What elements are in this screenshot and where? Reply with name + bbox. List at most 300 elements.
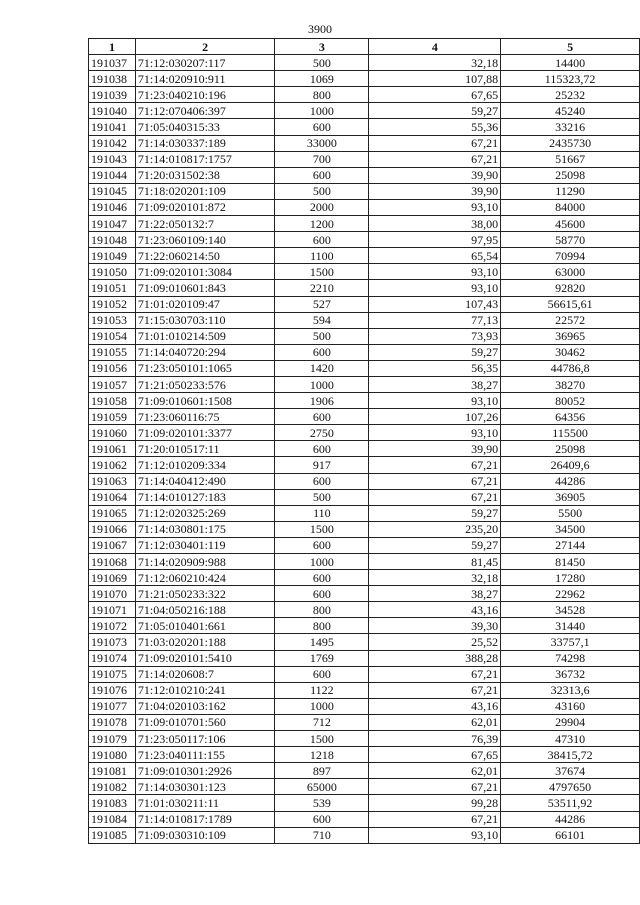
table-cell-col-4: 99,28 <box>369 795 501 811</box>
table-cell-col-1: 191075 <box>89 666 136 682</box>
table-cell-col-4: 56,35 <box>369 360 501 376</box>
table-cell-col-1: 191045 <box>89 183 136 199</box>
table-row <box>89 151 640 167</box>
table-cell-col-2: 71:23:040210:196 <box>135 87 274 103</box>
table-cell-col-2: 71:23:050117:106 <box>135 731 274 747</box>
table-row <box>89 698 640 714</box>
table-cell-col-5: 25098 <box>501 441 640 457</box>
table-cell-col-2: 71:01:010214:509 <box>135 328 274 344</box>
table-cell-col-3: 1420 <box>275 360 369 376</box>
table-cell-col-4: 38,27 <box>369 586 501 602</box>
table-cell-col-4: 67,21 <box>369 682 501 698</box>
table-cell-col-4: 67,65 <box>369 87 501 103</box>
table-cell-col-2: 71:09:030310:109 <box>135 827 274 843</box>
table-cell-col-1: 191080 <box>89 747 136 763</box>
table-cell-col-2: 71:23:060109:140 <box>135 232 274 248</box>
table-cell-col-5: 53511,92 <box>501 795 640 811</box>
table-cell-col-2: 71:09:010301:2926 <box>135 763 274 779</box>
table-cell-col-3: 2210 <box>275 280 369 296</box>
column-header-4: 4 <box>369 39 501 55</box>
table-cell-col-3: 1000 <box>275 554 369 570</box>
table-cell-col-2: 71:20:010517:11 <box>135 441 274 457</box>
table-row <box>89 71 640 87</box>
table-cell-col-5: 25232 <box>501 87 640 103</box>
table-cell-col-2: 71:20:031502:38 <box>135 167 274 183</box>
table-row <box>89 779 640 795</box>
table-cell-col-4: 93,10 <box>369 827 501 843</box>
table-row <box>89 312 640 328</box>
table-row <box>89 489 640 505</box>
table-cell-col-4: 67,21 <box>369 473 501 489</box>
table-cell-col-2: 71:12:020325:269 <box>135 505 274 521</box>
table-row <box>89 618 640 634</box>
header-row <box>89 39 640 55</box>
table-cell-col-4: 59,27 <box>369 505 501 521</box>
table-cell-col-3: 600 <box>275 441 369 457</box>
table-cell-col-1: 191078 <box>89 714 136 730</box>
table-cell-col-1: 191064 <box>89 489 136 505</box>
table-cell-col-3: 1122 <box>275 682 369 698</box>
table-cell-col-3: 600 <box>275 409 369 425</box>
table-cell-col-2: 71:05:010401:661 <box>135 618 274 634</box>
table-cell-col-3: 712 <box>275 714 369 730</box>
table-cell-col-4: 67,21 <box>369 489 501 505</box>
table-cell-col-1: 191077 <box>89 698 136 714</box>
table-cell-col-1: 191083 <box>89 795 136 811</box>
table-cell-col-2: 71:12:060210:424 <box>135 570 274 586</box>
table-row <box>89 135 640 151</box>
table-row <box>89 827 640 843</box>
table-cell-col-3: 110 <box>275 505 369 521</box>
table-row <box>89 87 640 103</box>
table-cell-col-3: 65000 <box>275 779 369 795</box>
table-cell-col-3: 600 <box>275 537 369 553</box>
table-cell-col-2: 71:04:050216:188 <box>135 602 274 618</box>
table-cell-col-4: 67,21 <box>369 135 501 151</box>
table-cell-col-4: 55,36 <box>369 119 501 135</box>
table-cell-col-2: 71:09:020101:5410 <box>135 650 274 666</box>
table-row <box>89 602 640 618</box>
table-cell-col-4: 59,27 <box>369 537 501 553</box>
table-cell-col-1: 191058 <box>89 393 136 409</box>
table-cell-col-1: 191061 <box>89 441 136 457</box>
table-cell-col-1: 191073 <box>89 634 136 650</box>
table-cell-col-3: 539 <box>275 795 369 811</box>
table-row <box>89 650 640 666</box>
table-row <box>89 537 640 553</box>
table-cell-col-2: 71:01:030211:11 <box>135 795 274 811</box>
table-cell-col-1: 191049 <box>89 248 136 264</box>
table-cell-col-5: 33757,1 <box>501 634 640 650</box>
table-cell-col-5: 36905 <box>501 489 640 505</box>
table-cell-col-5: 36732 <box>501 666 640 682</box>
table-cell-col-1: 191052 <box>89 296 136 312</box>
table-cell-col-4: 388,28 <box>369 650 501 666</box>
table-cell-col-5: 4797650 <box>501 779 640 795</box>
table-cell-col-4: 81,45 <box>369 554 501 570</box>
table-cell-col-1: 191043 <box>89 151 136 167</box>
table-row <box>89 360 640 376</box>
page-number: 3900 <box>308 22 332 36</box>
table-row <box>89 167 640 183</box>
table-row <box>89 714 640 730</box>
table-cell-col-5: 51667 <box>501 151 640 167</box>
table-cell-col-5: 56615,61 <box>501 296 640 312</box>
table-cell-col-5: 5500 <box>501 505 640 521</box>
table-cell-col-3: 917 <box>275 457 369 473</box>
table-cell-col-5: 43160 <box>501 698 640 714</box>
table-header <box>89 39 640 55</box>
table-cell-col-3: 600 <box>275 119 369 135</box>
table-cell-col-3: 1500 <box>275 264 369 280</box>
table-cell-col-4: 39,90 <box>369 167 501 183</box>
table-cell-col-3: 600 <box>275 344 369 360</box>
table-cell-col-5: 58770 <box>501 232 640 248</box>
table-cell-col-1: 191047 <box>89 216 136 232</box>
table-row <box>89 586 640 602</box>
table-cell-col-4: 107,88 <box>369 71 501 87</box>
table-cell-col-5: 64356 <box>501 409 640 425</box>
table-row <box>89 505 640 521</box>
table-cell-col-4: 67,21 <box>369 811 501 827</box>
table-cell-col-1: 191062 <box>89 457 136 473</box>
table-cell-col-5: 44786,8 <box>501 360 640 376</box>
table-cell-col-3: 600 <box>275 811 369 827</box>
table-cell-col-1: 191060 <box>89 425 136 441</box>
table-cell-col-5: 38270 <box>501 376 640 392</box>
table-cell-col-5: 33216 <box>501 119 640 135</box>
table-cell-col-2: 71:23:040111:155 <box>135 747 274 763</box>
table-row <box>89 344 640 360</box>
table-row <box>89 570 640 586</box>
table-cell-col-5: 26409,6 <box>501 457 640 473</box>
table-cell-col-1: 191054 <box>89 328 136 344</box>
table-cell-col-2: 71:01:020109:47 <box>135 296 274 312</box>
table-cell-col-1: 191069 <box>89 570 136 586</box>
table-cell-col-1: 191074 <box>89 650 136 666</box>
table-row <box>89 264 640 280</box>
table-cell-col-5: 84000 <box>501 199 640 215</box>
table-cell-col-3: 33000 <box>275 135 369 151</box>
table-cell-col-1: 191050 <box>89 264 136 280</box>
table-cell-col-2: 71:14:010817:1757 <box>135 151 274 167</box>
table-cell-col-4: 39,90 <box>369 441 501 457</box>
table-cell-col-2: 71:12:010209:334 <box>135 457 274 473</box>
table-cell-col-1: 191039 <box>89 87 136 103</box>
table-row <box>89 521 640 537</box>
table-cell-col-4: 67,21 <box>369 666 501 682</box>
table-cell-col-2: 71:12:030401:119 <box>135 537 274 553</box>
table-cell-col-3: 1000 <box>275 376 369 392</box>
table-cell-col-2: 71:14:040412:490 <box>135 473 274 489</box>
table-cell-col-3: 600 <box>275 167 369 183</box>
table-cell-col-2: 71:18:020201:109 <box>135 183 274 199</box>
table-row <box>89 232 640 248</box>
table-cell-col-3: 1100 <box>275 248 369 264</box>
table-cell-col-1: 191055 <box>89 344 136 360</box>
table-cell-col-2: 71:09:010601:843 <box>135 280 274 296</box>
table-cell-col-5: 66101 <box>501 827 640 843</box>
table-cell-col-2: 71:14:020909:988 <box>135 554 274 570</box>
table-cell-col-3: 500 <box>275 489 369 505</box>
table-cell-col-1: 191065 <box>89 505 136 521</box>
table-cell-col-3: 1000 <box>275 698 369 714</box>
table-cell-col-1: 191067 <box>89 537 136 553</box>
table-cell-col-5: 70994 <box>501 248 640 264</box>
table-cell-col-1: 191076 <box>89 682 136 698</box>
table-cell-col-5: 63000 <box>501 264 640 280</box>
table-cell-col-4: 93,10 <box>369 264 501 280</box>
table-cell-col-2: 71:14:030801:175 <box>135 521 274 537</box>
table-cell-col-1: 191066 <box>89 521 136 537</box>
table-cell-col-2: 71:12:070406:397 <box>135 103 274 119</box>
data-table <box>88 38 640 844</box>
table-cell-col-5: 92820 <box>501 280 640 296</box>
table-cell-col-2: 71:22:060214:50 <box>135 248 274 264</box>
table-row <box>89 441 640 457</box>
table-cell-col-2: 71:21:050233:576 <box>135 376 274 392</box>
table-cell-col-2: 71:15:030703:110 <box>135 312 274 328</box>
table-cell-col-4: 67,65 <box>369 747 501 763</box>
table-cell-col-2: 71:09:020101:3084 <box>135 264 274 280</box>
table-cell-col-5: 22572 <box>501 312 640 328</box>
table-cell-col-2: 71:14:030337:189 <box>135 135 274 151</box>
table-cell-col-5: 22962 <box>501 586 640 602</box>
table-cell-col-3: 500 <box>275 55 369 71</box>
table-row <box>89 280 640 296</box>
table-cell-col-4: 59,27 <box>369 103 501 119</box>
table-cell-col-5: 45240 <box>501 103 640 119</box>
table-cell-col-5: 44286 <box>501 811 640 827</box>
table-cell-col-5: 81450 <box>501 554 640 570</box>
table-cell-col-1: 191038 <box>89 71 136 87</box>
table-row <box>89 103 640 119</box>
table-cell-col-5: 38415,72 <box>501 747 640 763</box>
table-cell-col-2: 71:14:020608:7 <box>135 666 274 682</box>
table-cell-col-2: 71:03:020201:188 <box>135 634 274 650</box>
table-cell-col-1: 191072 <box>89 618 136 634</box>
table-row <box>89 199 640 215</box>
table-cell-col-4: 32,18 <box>369 570 501 586</box>
table-cell-col-5: 11290 <box>501 183 640 199</box>
table-cell-col-5: 80052 <box>501 393 640 409</box>
table-row <box>89 376 640 392</box>
table-cell-col-5: 74298 <box>501 650 640 666</box>
table-cell-col-3: 527 <box>275 296 369 312</box>
table-cell-col-5: 32313,6 <box>501 682 640 698</box>
table-cell-col-5: 29904 <box>501 714 640 730</box>
table-cell-col-1: 191040 <box>89 103 136 119</box>
column-header-1: 1 <box>89 39 136 55</box>
table-cell-col-1: 191059 <box>89 409 136 425</box>
table-cell-col-3: 897 <box>275 763 369 779</box>
table-cell-col-2: 71:12:010210:241 <box>135 682 274 698</box>
table-cell-col-5: 36965 <box>501 328 640 344</box>
table-cell-col-4: 107,43 <box>369 296 501 312</box>
table-row <box>89 634 640 650</box>
table-cell-col-2: 71:05:040315:33 <box>135 119 274 135</box>
table-cell-col-2: 71:23:050101:1065 <box>135 360 274 376</box>
table-cell-col-4: 76,39 <box>369 731 501 747</box>
table-cell-col-1: 191056 <box>89 360 136 376</box>
table-cell-col-4: 25,52 <box>369 634 501 650</box>
table-row <box>89 296 640 312</box>
table-row <box>89 55 640 71</box>
table-cell-col-1: 191042 <box>89 135 136 151</box>
table-cell-col-1: 191051 <box>89 280 136 296</box>
table-cell-col-2: 71:12:030207:117 <box>135 55 274 71</box>
table-cell-col-3: 500 <box>275 183 369 199</box>
table-cell-col-1: 191085 <box>89 827 136 843</box>
table-cell-col-1: 191084 <box>89 811 136 827</box>
table-cell-col-1: 191046 <box>89 199 136 215</box>
table-cell-col-2: 71:09:010601:1508 <box>135 393 274 409</box>
table-cell-col-2: 71:14:020910:911 <box>135 71 274 87</box>
table-cell-col-2: 71:09:010701:560 <box>135 714 274 730</box>
column-header-3: 3 <box>275 39 369 55</box>
table-cell-col-4: 93,10 <box>369 280 501 296</box>
table-cell-col-2: 71:14:010127:183 <box>135 489 274 505</box>
table-cell-col-4: 39,90 <box>369 183 501 199</box>
table-cell-col-1: 191079 <box>89 731 136 747</box>
table-row <box>89 119 640 135</box>
table-row <box>89 811 640 827</box>
table-cell-col-2: 71:21:050233:322 <box>135 586 274 602</box>
table-row <box>89 795 640 811</box>
table-cell-col-2: 71:14:010817:1789 <box>135 811 274 827</box>
table-cell-col-2: 71:09:020101:3377 <box>135 425 274 441</box>
table-cell-col-3: 600 <box>275 570 369 586</box>
table-cell-col-5: 34528 <box>501 602 640 618</box>
table-row <box>89 731 640 747</box>
table-cell-col-5: 25098 <box>501 167 640 183</box>
table-cell-col-3: 2750 <box>275 425 369 441</box>
table-cell-col-1: 191081 <box>89 763 136 779</box>
table-cell-col-4: 93,10 <box>369 199 501 215</box>
table-cell-col-5: 17280 <box>501 570 640 586</box>
table-cell-col-5: 47310 <box>501 731 640 747</box>
table-cell-col-3: 1769 <box>275 650 369 666</box>
table-cell-col-4: 32,18 <box>369 55 501 71</box>
table-cell-col-2: 71:14:040720:294 <box>135 344 274 360</box>
table-row <box>89 248 640 264</box>
table-cell-col-2: 71:14:030301:123 <box>135 779 274 795</box>
table-cell-col-3: 800 <box>275 602 369 618</box>
table-cell-col-3: 700 <box>275 151 369 167</box>
table-cell-col-1: 191070 <box>89 586 136 602</box>
table-cell-col-2: 71:09:020101:872 <box>135 199 274 215</box>
table-cell-col-4: 107,26 <box>369 409 501 425</box>
table-cell-col-3: 1218 <box>275 747 369 763</box>
table-row <box>89 682 640 698</box>
table-cell-col-3: 1500 <box>275 731 369 747</box>
table-row <box>89 747 640 763</box>
table-cell-col-3: 1069 <box>275 71 369 87</box>
table-cell-col-5: 45600 <box>501 216 640 232</box>
table-cell-col-5: 37674 <box>501 763 640 779</box>
table-cell-col-4: 43,16 <box>369 698 501 714</box>
table-cell-col-1: 191041 <box>89 119 136 135</box>
table-cell-col-1: 191071 <box>89 602 136 618</box>
table-cell-col-3: 1500 <box>275 521 369 537</box>
table-cell-col-3: 600 <box>275 473 369 489</box>
table-cell-col-1: 191063 <box>89 473 136 489</box>
table-cell-col-1: 191057 <box>89 376 136 392</box>
table-row <box>89 328 640 344</box>
table-cell-col-5: 30462 <box>501 344 640 360</box>
table-cell-col-5: 2435730 <box>501 135 640 151</box>
column-header-2: 2 <box>135 39 274 55</box>
table-cell-col-1: 191082 <box>89 779 136 795</box>
table-cell-col-3: 1906 <box>275 393 369 409</box>
table-row <box>89 216 640 232</box>
table-body <box>89 55 640 844</box>
table-cell-col-4: 62,01 <box>369 763 501 779</box>
table-cell-col-3: 600 <box>275 666 369 682</box>
table-cell-col-1: 191068 <box>89 554 136 570</box>
table-row <box>89 393 640 409</box>
table-cell-col-2: 71:23:060116:75 <box>135 409 274 425</box>
table-cell-col-4: 38,27 <box>369 376 501 392</box>
table-cell-col-4: 59,27 <box>369 344 501 360</box>
table-cell-col-3: 594 <box>275 312 369 328</box>
table-cell-col-3: 800 <box>275 87 369 103</box>
table-cell-col-5: 31440 <box>501 618 640 634</box>
table-cell-col-3: 600 <box>275 232 369 248</box>
table-cell-col-5: 14400 <box>501 55 640 71</box>
column-header-5: 5 <box>501 39 640 55</box>
table-cell-col-1: 191053 <box>89 312 136 328</box>
table-cell-col-4: 67,21 <box>369 779 501 795</box>
table-row <box>89 425 640 441</box>
table-cell-col-5: 44286 <box>501 473 640 489</box>
table-cell-col-4: 93,10 <box>369 425 501 441</box>
table-cell-col-4: 67,21 <box>369 151 501 167</box>
table-cell-col-4: 97,95 <box>369 232 501 248</box>
table-cell-col-4: 77,13 <box>369 312 501 328</box>
table-row <box>89 763 640 779</box>
table-cell-col-5: 27144 <box>501 537 640 553</box>
table-cell-col-4: 93,10 <box>369 393 501 409</box>
table-cell-col-4: 38,00 <box>369 216 501 232</box>
table-row <box>89 457 640 473</box>
table-cell-col-4: 39,30 <box>369 618 501 634</box>
table-cell-col-3: 800 <box>275 618 369 634</box>
table-cell-col-1: 191044 <box>89 167 136 183</box>
table-cell-col-4: 73,93 <box>369 328 501 344</box>
table-row <box>89 183 640 199</box>
table-cell-col-1: 191037 <box>89 55 136 71</box>
table-row <box>89 554 640 570</box>
table-cell-col-2: 71:22:050132:7 <box>135 216 274 232</box>
table-cell-col-3: 1495 <box>275 634 369 650</box>
table-cell-col-5: 115323,72 <box>501 71 640 87</box>
table-row <box>89 666 640 682</box>
table-cell-col-5: 115500 <box>501 425 640 441</box>
table-row <box>89 409 640 425</box>
table-cell-col-3: 710 <box>275 827 369 843</box>
table-cell-col-2: 71:04:020103:162 <box>135 698 274 714</box>
table-cell-col-3: 2000 <box>275 199 369 215</box>
table-cell-col-4: 62,01 <box>369 714 501 730</box>
table-cell-col-4: 235,20 <box>369 521 501 537</box>
table-cell-col-3: 1200 <box>275 216 369 232</box>
table-cell-col-3: 1000 <box>275 103 369 119</box>
table-cell-col-3: 500 <box>275 328 369 344</box>
table-cell-col-1: 191048 <box>89 232 136 248</box>
table-cell-col-4: 67,21 <box>369 457 501 473</box>
table-cell-col-5: 34500 <box>501 521 640 537</box>
